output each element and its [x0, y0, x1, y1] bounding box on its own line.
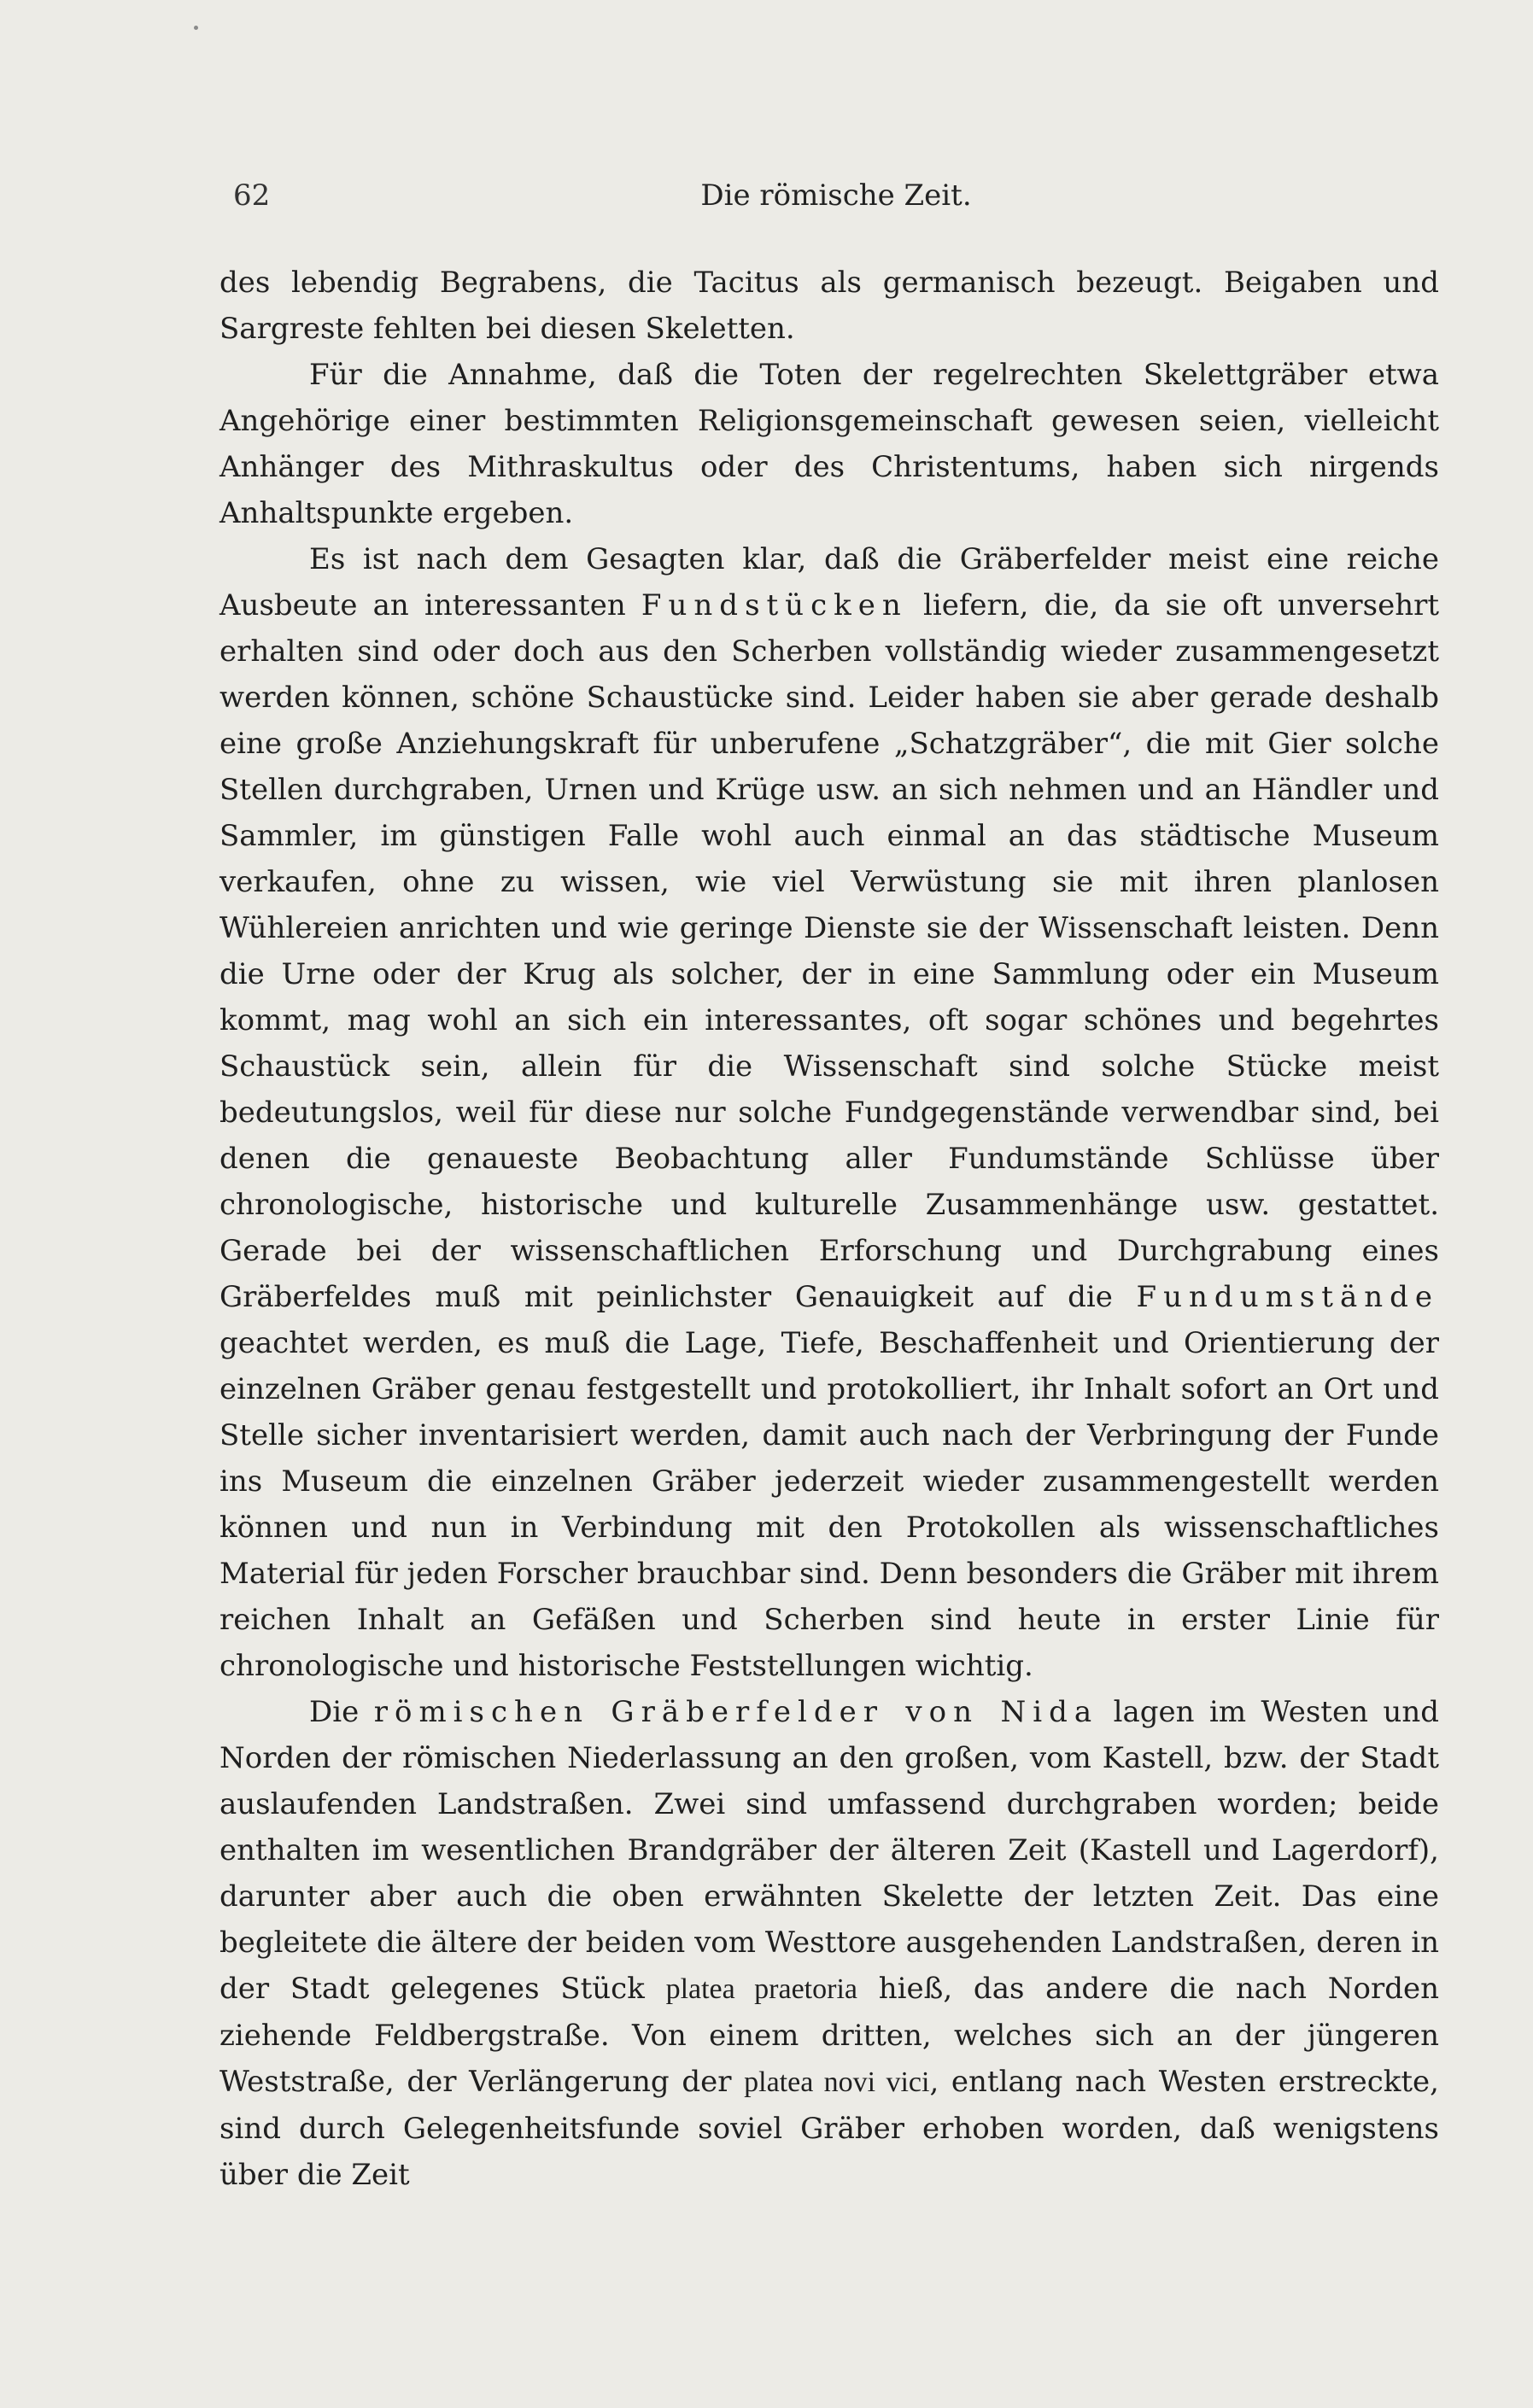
emphasis-fundstuecken: Fundstücken [641, 588, 908, 622]
page-number: 62 [233, 178, 271, 213]
latin-platea-novi-vici: platea novi vici [744, 2066, 930, 2098]
paragraph-finds-text-a: Es ist nach dem Gesagten klar, daß die Gräberfelder meist eine reiche Ausbeute an interessanten [219, 542, 1439, 622]
paragraph-nida-text-b: lagen im Westen und Norden der römischen Niederlassung an den großen, vom Kastell, bzw. der Stadt auslaufenden Landstraßen. Zwei sind umfassend durchgraben worden; beide enthalten im wesentlichen Brandgräber der älteren Zeit (Kastell und Lagerdorf), darunter aber auch die oben erwähnten Skelette der letzten Zeit. Das eine begleitete die ältere der beiden vom Westtore ausgehenden Landstraßen, deren in der Stadt gelegenes Stück [219, 1695, 1439, 2006]
page-body [219, 260, 1439, 2198]
paragraph-religious-hypothesis: Für die Annahme, daß die Toten der regelrechten Skelettgräber etwa Angehörige einer bestimmten Religionsgemeinschaft gewesen seien, vielleicht Anhänger des Mithraskultus oder des Christentums, haben sich nirgends Anhaltspunkte ergeben. [219, 358, 1439, 530]
emphasis-fundumstaende: Fundumstände [1136, 1280, 1439, 1314]
paragraph-nida-text-a: Die [309, 1695, 374, 1729]
paragraph-finds-text-c: geachtet werden, es muß die Lage, Tiefe, Beschaffenheit und Orientierung der einzelnen Gräber genau festgestellt und protokolliert, ihr Inhalt sofort an Ort und Stelle sicher inventarisiert werden, damit auch nach der Verbringung der Funde ins Museum die einzelnen Gräber jederzeit wieder zusammengestellt werden können und nun in Verbindung mit den Protokollen als wissenschaftliches Material für jeden Forscher brauchbar sind. Denn besonders die Gräber mit ihrem reichen Inhalt an Gefäßen und Scherben sind heute in erster Linie für chronologische und historische Feststellungen wichtig. [219, 1326, 1439, 1683]
emphasis-nida-cemeteries: römischen Gräberfelder von Nida [373, 1695, 1099, 1729]
running-title: Die römische Zeit. [700, 178, 972, 213]
page-header [233, 174, 1439, 217]
paragraph-finds [219, 536, 1439, 1689]
paragraph-nida-text-d: , entlang nach Westen erstreckte, sind durch Gelegenheitsfunde soviel Gräber erhoben worden, daß wenigstens über die Zeit [219, 2065, 1439, 2192]
latin-platea-praetoria: platea praetoria [665, 1973, 857, 2005]
paragraph-finds-text-b: liefern, die, da sie oft unversehrt erhalten sind oder doch aus den Scherben vollständig wieder zusammengesetzt werden können, schöne Schaustücke sind. Leider haben sie aber gerade deshalb eine große Anziehungskraft für unberufene „Schatzgräber“, die mit Gier solche Stellen durchgraben, Urnen und Krüge usw. an sich nehmen und an Händler und Sammler, im günstigen Falle wohl auch einmal an das städtische Museum verkaufen, ohne zu wissen, wie viel Verwüstung sie mit ihren planlosen Wühlereien anrichten und wie geringe Dienste sie der Wissenschaft leisten. Denn die Urne oder der Krug als solcher, der in eine Sammlung oder ein Museum kommt, mag wohl an sich ein interessantes, oft sogar schönes und begehrtes Schaustück sein, allein für die Wissenschaft sind solche Stücke meist bedeutungslos, weil für diese nur solche Fundgegenstände verwendbar sind, bei denen die genaueste Beobachtung aller Fundumstände Schlüsse über chronologische, historische und kulturelle Zusammenhänge usw. gestattet. Gerade bei der wissenschaftlichen Erforschung und Durchgrabung eines Gräberfeldes muß mit peinlichster Genauigkeit auf die [219, 588, 1440, 1314]
paragraph-nida-cemeteries [219, 1689, 1439, 2198]
paragraph-nida-text-c: hieß, das andere die nach Norden ziehende Feldbergstraße. Von einem dritten, welches sich an der jüngeren Weststraße, der Verlängerung der [219, 1972, 1439, 2099]
print-speck [194, 26, 198, 30]
paragraph-continuation: des lebendig Begrabens, die Tacitus als germanisch bezeugt. Beigaben und Sargreste fehlten bei diesen Skeletten. [219, 266, 1439, 346]
